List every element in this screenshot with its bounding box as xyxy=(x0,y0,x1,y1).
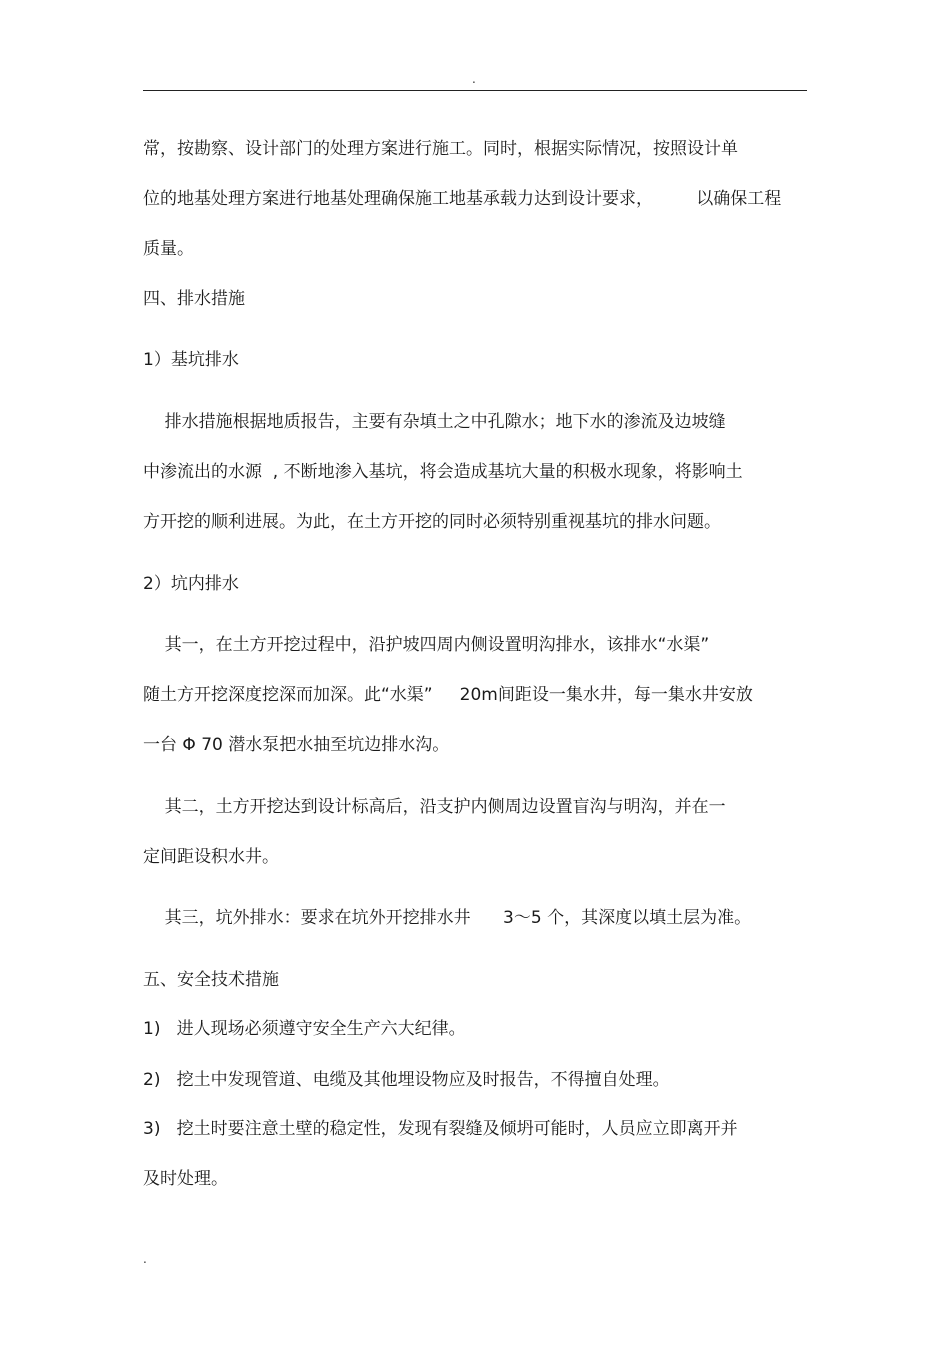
section-heading: 五、安全技术措施 xyxy=(143,970,279,990)
footer-mark: . xyxy=(143,1252,147,1266)
section-heading: 四、排水措施 xyxy=(143,289,245,309)
header-rule xyxy=(143,90,807,91)
body-line: 方开挖的顺利进展。为此，在土方开挖的同时必须特别重视基坑的排水问题。 xyxy=(143,512,721,532)
list-item: 1) 进人现场必须遵守安全生产六大纪律。 xyxy=(143,1019,466,1039)
body-line: 其三，坑外排水：要求在坑外开挖排水井 3～5 个，其深度以填土层为准。 xyxy=(143,908,752,928)
body-line: 定间距设积水井。 xyxy=(143,847,279,867)
subsection-heading: 1）基坑排水 xyxy=(143,350,239,370)
body-line: 其一，在土方开挖过程中，沿护坡四周内侧设置明沟排水，该排水“水渠” xyxy=(143,635,710,655)
body-line: 及时处理。 xyxy=(143,1169,228,1189)
body-line: 一台 Φ 70 潜水泵把水抽至坑边排水沟。 xyxy=(143,735,450,755)
subsection-heading: 2）坑内排水 xyxy=(143,574,239,594)
body-line: 排水措施根据地质报告，主要有杂填土之中孔隙水；地下水的渗流及边坡缝 xyxy=(143,412,726,432)
body-line: 其二，土方开挖达到设计标高后，沿支护内侧周边设置盲沟与明沟，并在一 xyxy=(143,797,726,817)
body-line: 质量。 xyxy=(143,239,194,259)
header-mark: . xyxy=(472,72,476,86)
body-line: 位的地基处理方案进行地基处理确保施工地基承载力达到设计要求， 以确保工程 xyxy=(143,189,782,209)
body-line: 随土方开挖深度挖深而加深。此“水渠” 20m间距设一集水井，每一集水井安放 xyxy=(143,685,753,705)
list-item: 3) 挖土时要注意土壁的稳定性，发现有裂缝及倾坍可能时，人员应立即离开并 xyxy=(143,1119,738,1139)
body-line: 中渗流出的水源 , 不断地渗入基坑，将会造成基坑大量的积极水现象，将影响土 xyxy=(143,462,743,482)
body-line: 常，按勘察、设计部门的处理方案进行施工。同时，根据实际情况，按照设计单 xyxy=(143,139,738,159)
list-item: 2) 挖土中发现管道、电缆及其他埋设物应及时报告，不得擅自处理。 xyxy=(143,1070,670,1090)
